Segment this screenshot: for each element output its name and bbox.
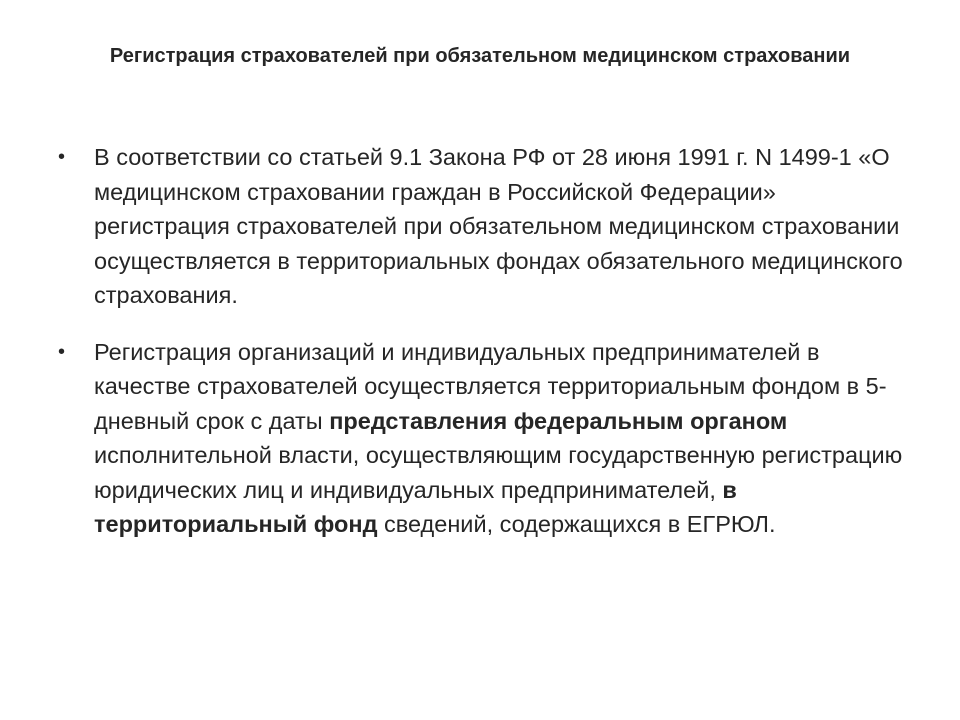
bullet-text-part: сведений, содержащихся в ЕГРЮЛ. [377, 511, 776, 537]
bullet-text-part: исполнительной власти, осуществляющим государственную регистрацию юридических лиц и индивидуальных предпринимателей, [94, 442, 903, 503]
bullet-item [58, 335, 908, 542]
bullet-text-emphasis: в территориальный фонд [94, 476, 737, 537]
bullet-icon: • [58, 146, 66, 168]
slide-title: Регистрация страхователей при обязательном медицинском страховании [109, 45, 851, 67]
bullet-text-part: Регистрация организаций и индивидуальных предпринимателей в качестве страхователей осуществляется территориальным фондом в 5-дневный срок с даты [94, 338, 887, 434]
bullet-list [58, 140, 908, 564]
bullet-item [58, 140, 908, 313]
bullet-text: В соответствии со статьей 9.1 Закона РФ от 28 июня 1991 г. N 1499-1 «О медицинском страховании граждан в Российской Федерации» регистрация страхователей при обязательном медицинском страховании осуществляется в территориальных фондах обязательного медицинского страхования. [94, 144, 903, 308]
bullet-icon: • [58, 340, 66, 363]
bullet-text-emphasis: представления федеральным органом [329, 407, 788, 434]
